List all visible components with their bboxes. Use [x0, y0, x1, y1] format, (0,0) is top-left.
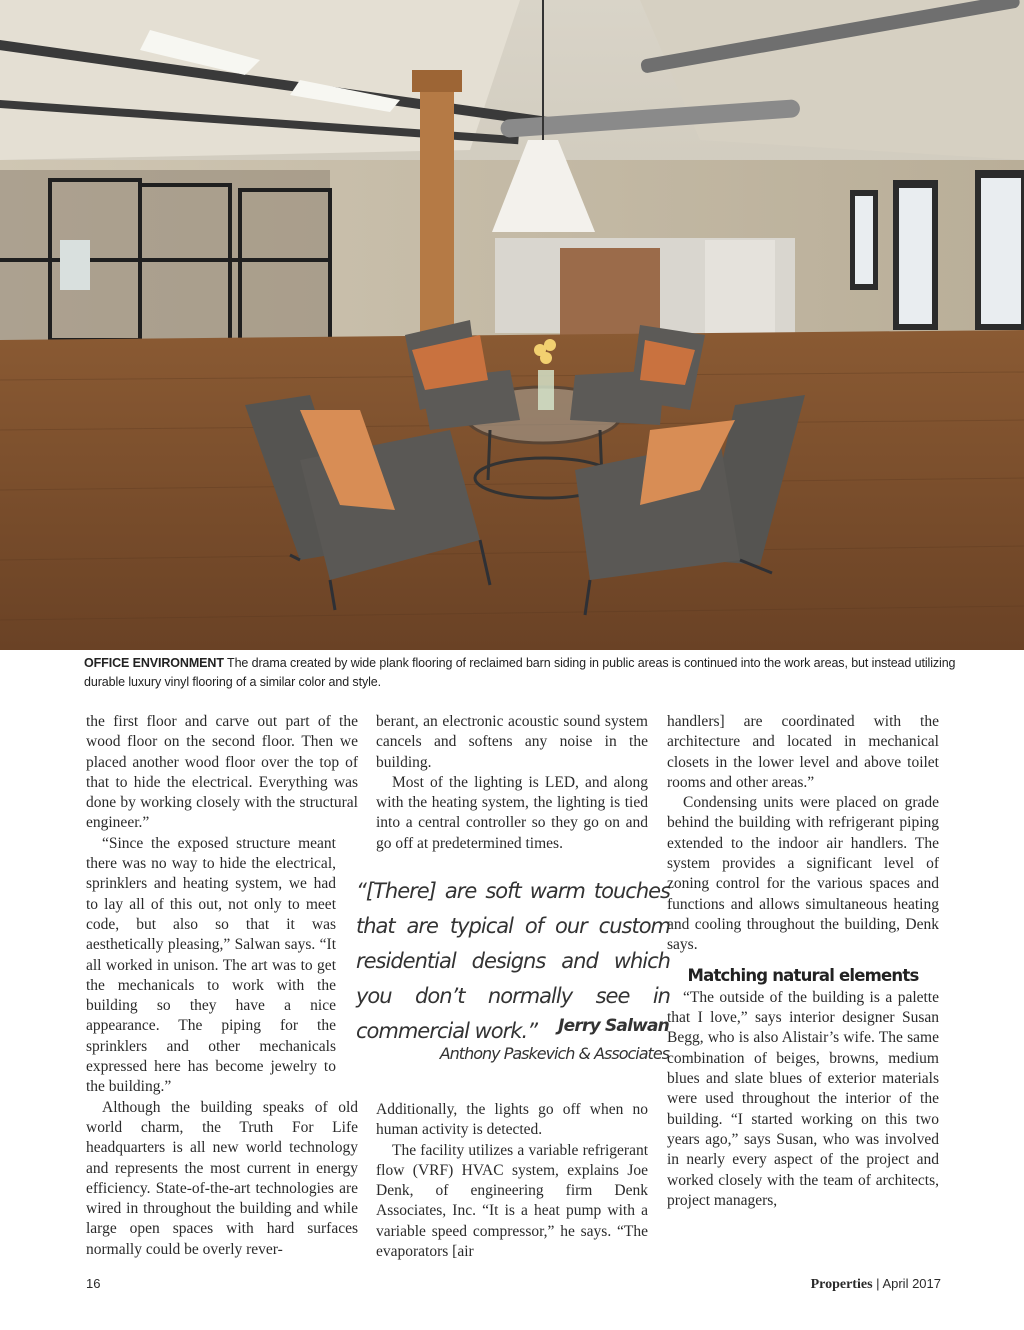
page-number: 16 — [86, 1276, 101, 1291]
column-2-bottom — [376, 1100, 648, 1262]
body-paragraph: the first floor and carve out part of the wood floor on the second floor. Then we placed another wood floor over the top of that to hide the electrical. Everything was done by working closely with the structural engineer.” — [86, 713, 358, 832]
magazine-footer — [811, 1276, 941, 1293]
body-paragraph: Although the building speaks of old world charm, the Truth For Life headquarters is all new world technology and represents the most current in energy efficiency. State-of-the-art technologies are wired in throughout the building and while large open spaces with hard surfaces normally could be overly rever- — [86, 1098, 358, 1258]
pull-quote: “[There] are soft warm touches that are typical of our custom residential designs and which you don’t normally see in commercial work.” — [356, 879, 670, 1043]
caption-kicker: OFFICE ENVIRONMENT — [84, 656, 224, 670]
column-1 — [86, 712, 358, 1260]
pull-quote-attribution-org: Anthony Paskevich & Associates — [439, 1044, 669, 1063]
body-paragraph: berant, an electronic acoustic sound system cancels and softens any noise in the building. — [376, 713, 648, 771]
office-lounge-photo — [0, 0, 1024, 650]
body-paragraph: “Since the exposed structure meant there was no way to hide the electrical, sprinklers and heating system, we had to lay all of this out, not only to meet code, but also so that it was aesthetically pleasing,” Salwan says. “It all worked in unison. The art was to get the mechanicals to work with the building so they have a nice appearance. The piping for the sprinklers and other mechanicals expressed here has become jewelry to the building.” — [86, 834, 336, 1096]
body-paragraph: Additionally, the lights go off when no human activity is detected. — [376, 1101, 648, 1139]
column-2-top — [376, 712, 648, 854]
pull-quote-attribution-name: Jerry Salwan — [558, 1016, 669, 1036]
magazine-brand: Properties — [810, 1277, 873, 1292]
body-paragraph: handlers] are coordinated with the architecture and located in mechanical closets in the lower level and above toilet rooms and other areas.” — [667, 713, 939, 791]
issue-date: April 2017 — [882, 1276, 941, 1291]
footer-separator: | — [876, 1276, 880, 1291]
section-subhead: Matching natural elements — [687, 965, 919, 985]
column-3 — [667, 712, 939, 1211]
body-paragraph: Most of the lighting is LED, and along with the heating system, the lighting is tied into a central controller so they go on and go off at predetermined times. — [376, 773, 648, 852]
photo-caption — [84, 654, 964, 692]
caption-text: The drama created by wide plank flooring of reclaimed barn siding in public areas is continued into the work areas, but instead utilizing durable luxury vinyl flooring of a similar color and style. — [84, 656, 956, 689]
body-paragraph: Condensing units were placed on grade behind the building with refrigerant piping extended to the indoor air handlers. The system provides a significant level of zoning control for the various spaces and functions and allows simultaneous heating and cooling throughout the building, Denk says. — [667, 794, 939, 954]
body-paragraph: “The outside of the building is a palette that I love,” says interior designer Susan Begg, who is also Alistair’s wife. The same combination of beiges, browns, medium blues and slate blues of exterior materials were used throughout the interior of the building. “I started working on this two years ago,” says Susan, who was involved in nearly every aspect of the project and worked closely with the team of architects, project managers, — [667, 988, 939, 1209]
body-paragraph: The facility utilizes a variable refrigerant flow (VRF) HVAC system, explains Joe Denk, of engineering firm Denk Associates, Inc. “It is a heat pump with a variable speed compressor,” he says. “The evaporators [air — [376, 1141, 648, 1261]
